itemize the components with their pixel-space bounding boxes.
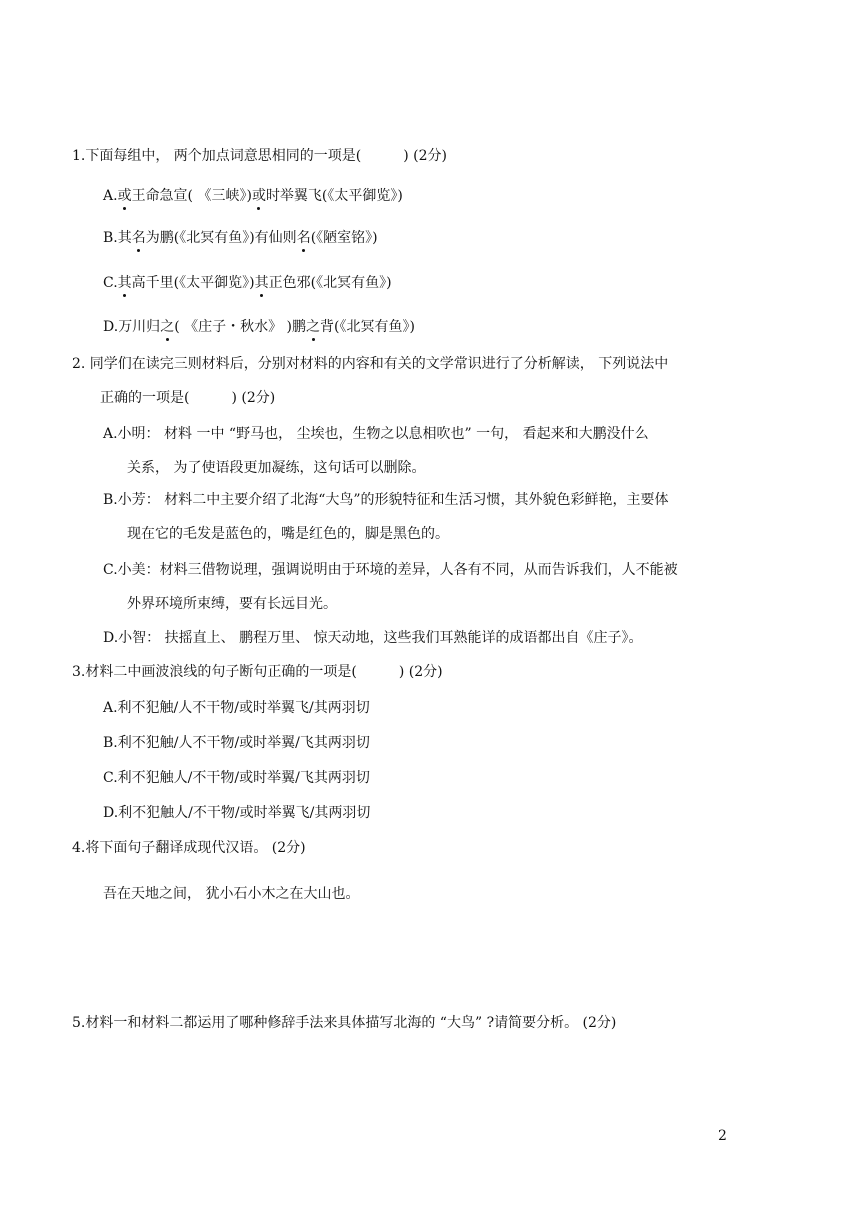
emphasis-dot-char: 之 [306,319,321,335]
q2-stem-line-1: 2. 同学们在读完三则材料后，分别对材料的内容和有关的文学常识进行了分析解读， 下列说法中 [72,356,669,372]
q3-option-d: D.利不犯触人/不干物/或时举翼飞/其两羽切 [103,805,371,821]
q3-stem: 3.材料二中画波浪线的句子断句正确的一项是( ) (2分) [72,664,443,680]
q1-option-d-text-2: ( 《庄子・秋水》 )鹏 [174,319,307,335]
q1-option-c-label: C. [103,275,118,291]
q1-option-b-text-1: 其 [117,230,132,246]
q1-option-c-text-1: 高千里(《太平御览》) [131,275,255,291]
q1-option-a-text-3: 时举翼飞(《太平御览》) [265,188,403,204]
q2-option-a-line-2: 关系， 为了使语段更加凝练，这句话可以删除。 [127,460,426,476]
q1-stem: 1.下面每组中， 两个加点词意思相同的一项是( ) (2分) [72,148,448,164]
q1-option-d [103,317,415,337]
emphasis-dot-char: 名 [131,230,146,246]
q1-option-b-text-2: 为鹏(《北冥有鱼》)有仙则 [145,230,297,246]
q3-option-b: B.利不犯触/人不干物/或时举翼/飞其两羽切 [103,735,370,751]
q2-option-a-line-1: A.小明： 材料 一中 “野马也， 尘埃也，生物之以息相吹也” 一句， 看起来和大鹏没什么 [103,426,649,442]
q2-option-b-line-1: B.小芳： 材料二中主要介绍了北海“大鸟”的形貌特征和生活习惯，其外貌色彩鲜艳，主要体 [103,492,669,508]
q3-option-c: C.利不犯触人/不干物/或时举翼/飞其两羽切 [103,770,370,786]
q1-option-c [103,273,392,293]
q1-option-b-label: B. [103,230,118,246]
emphasis-dot-char: 或 [251,188,266,204]
emphasis-dot-char: 或 [117,188,132,204]
emphasis-dot-char: 其 [254,275,269,291]
q1-option-d-text-3: 背(《北冥有鱼》) [320,319,415,335]
q2-option-c-line-2: 外界环境所束缚，要有长远目光。 [127,596,337,612]
q4-sentence: 吾在天地之间， 犹小石小木之在大山也。 [103,886,360,902]
page-number: 2 [718,1128,727,1144]
q1-option-b-text-3: (《陋室铭》) [310,230,378,246]
q1-option-d-text-1: 万川归 [118,319,161,335]
emphasis-dot-char: 其 [117,275,132,291]
q1-option-d-label: D. [103,319,119,335]
q2-option-d: D.小智： 扶摇直上、 鹏程万里、 惊天动地，这些我们耳熟能详的成语都出自《庄子》。 [103,630,643,646]
q1-option-c-text-2: 正色邪(《北冥有鱼》) [268,275,392,291]
q1-option-a [103,186,403,206]
q2-option-c-line-1: C.小美：材料三借物说理，强调说明由于环境的差异，人各有不同，从而告诉我们，人不能被 [103,562,678,578]
q1-option-a-label: A. [103,188,118,204]
q2-option-b-line-2: 现在它的毛发是蓝色的，嘴是红色的，脚是黑色的。 [127,526,449,542]
q1-option-b [103,228,378,248]
q1-option-a-text-2: 王命急宣( 《三峡》) [131,188,252,204]
q2-stem-line-2: 正确的一项是( ) (2分) [100,390,276,406]
emphasis-dot-char: 名 [296,230,311,246]
q5-stem: 5.材料一和材料二都运用了哪种修辞手法来具体描写北海的 “大鸟” ?请简要分析。 (2分) [72,1015,617,1031]
emphasis-dot-char: 之 [160,319,175,335]
q3-option-a: A.利不犯触/人不干物/或时举翼飞/其两羽切 [103,700,370,716]
q4-stem: 4.将下面句子翻译成现代汉语。 (2分) [72,840,306,856]
